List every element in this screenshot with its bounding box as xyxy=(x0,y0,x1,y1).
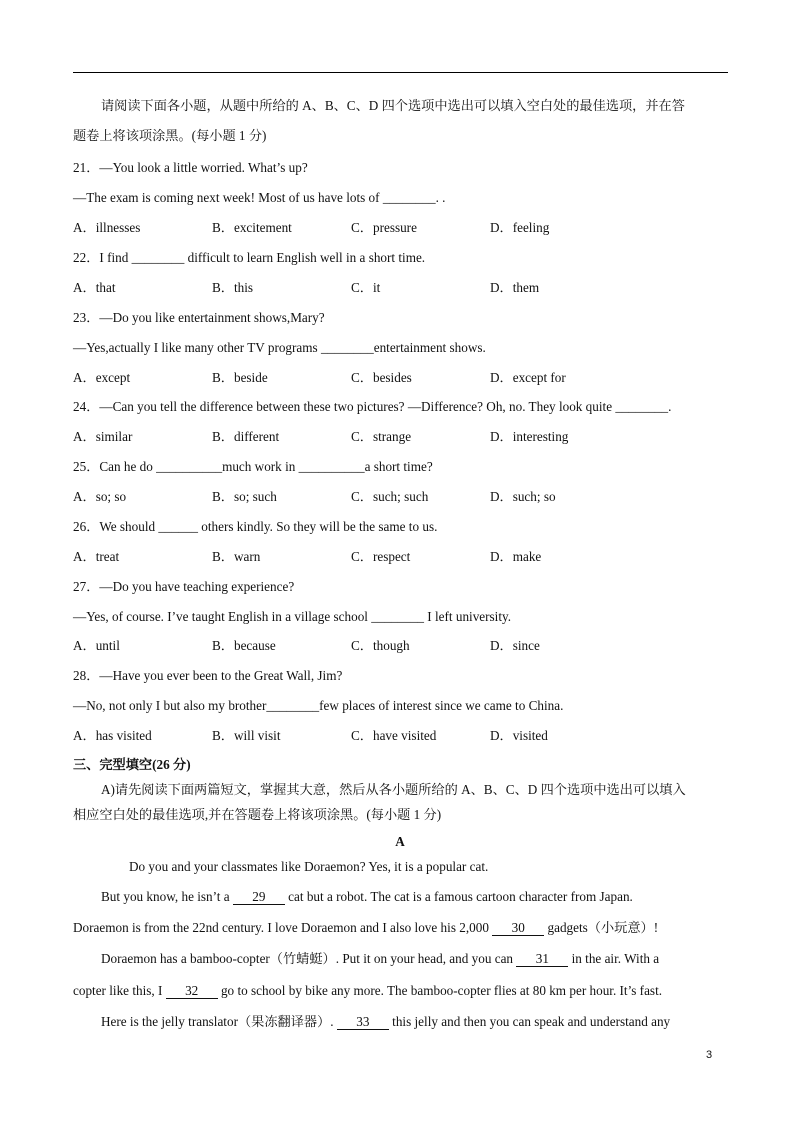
question-28-option-b[interactable]: B．will visit xyxy=(212,728,281,743)
question-28-option-d[interactable]: D．visited xyxy=(490,728,548,743)
blank-30[interactable]: 30 xyxy=(492,921,544,936)
passage-line-5: copter like this, I 32 go to school by bike any more. The bamboo-copter flies at 80 km per hour. It’s fast. xyxy=(73,983,663,998)
question-23-option-b[interactable]: B．beside xyxy=(212,370,268,385)
passage-title: A xyxy=(395,834,405,849)
question-21-option-d[interactable]: D．feeling xyxy=(490,220,550,235)
question-28-answer-line: —No, not only I but also my brother________few places of interest since we came to China. xyxy=(73,698,564,713)
question-27-answer-line: —Yes, of course. I’ve taught English in a village school ________ I left university. xyxy=(73,609,512,624)
question-28-option-a[interactable]: A．has visited xyxy=(73,728,152,743)
question-25-option-b[interactable]: B．so; such xyxy=(212,489,277,504)
question-26-option-d[interactable]: D．make xyxy=(490,549,542,564)
question-26-option-b[interactable]: B．warn xyxy=(212,549,261,564)
question-24-option-b[interactable]: B．different xyxy=(212,429,280,444)
question-23-option-c[interactable]: C．besides xyxy=(351,370,412,385)
section-3-intro-line-1: A)请先阅读下面两篇短文，掌握其大意，然后从各小题所给的 A、B、C、D 四个选项中选出可以填入 xyxy=(101,782,686,797)
question-27-option-d[interactable]: D．since xyxy=(490,638,540,653)
passage-line-4: Doraemon has a bamboo-copter（竹蜻蜓）. Put it on your head, and you can 31 in the air. With a xyxy=(101,951,660,966)
question-27-option-a[interactable]: A．until xyxy=(73,638,120,653)
header-rule xyxy=(73,72,728,73)
page-number: 3 xyxy=(706,1049,713,1061)
question-22-stem: 22．I find ________ difficult to learn English well in a short time. xyxy=(73,250,426,265)
question-21-option-b[interactable]: B．excitement xyxy=(212,220,292,235)
question-28-stem: 28．—Have you ever been to the Great Wall, Jim? xyxy=(73,668,343,683)
section-3-intro-line-2: 相应空白处的最佳选项,并在答题卷上将该项涂黑。(每小题 1 分) xyxy=(73,807,442,822)
question-28-option-c[interactable]: C．have visited xyxy=(351,728,437,743)
question-23-answer-line: —Yes,actually I like many other TV programs ________entertainment shows. xyxy=(73,340,486,355)
blank-31[interactable]: 31 xyxy=(516,952,568,967)
question-21-stem: 21．—You look a little worried. What’s up? xyxy=(73,160,308,175)
passage-line-1: Do you and your classmates like Doraemon? Yes, it is a popular cat. xyxy=(129,859,489,874)
question-21-answer-line: —The exam is coming next week! Most of us have lots of ________. . xyxy=(73,190,446,205)
question-24-stem: 24．—Can you tell the difference between these two pictures? —Difference? Oh, no. They look quite ________. xyxy=(73,399,672,414)
passage-line-3: Doraemon is from the 22nd century. I love Doraemon and I also love his 2,000 30 gadgets（小玩意）! xyxy=(73,920,659,935)
question-21-option-c[interactable]: C．pressure xyxy=(351,220,417,235)
blank-29[interactable]: 29 xyxy=(233,890,285,905)
question-26-stem: 26．We should ______ others kindly. So they will be the same to us. xyxy=(73,519,438,534)
question-23-stem: 23．—Do you like entertainment shows,Mary? xyxy=(73,310,325,325)
question-23-option-d[interactable]: D．except for xyxy=(490,370,566,385)
question-25-option-a[interactable]: A．so; so xyxy=(73,489,127,504)
section-3-heading: 三、完型填空(26 分) xyxy=(73,757,191,772)
question-25-stem: 25．Can he do __________much work in __________a short time? xyxy=(73,459,433,474)
question-24-option-c[interactable]: C．strange xyxy=(351,429,412,444)
question-27-option-c[interactable]: C．though xyxy=(351,638,410,653)
question-22-option-c[interactable]: C．it xyxy=(351,280,381,295)
question-24-option-d[interactable]: D．interesting xyxy=(490,429,569,444)
question-21-option-a[interactable]: A．illnesses xyxy=(73,220,141,235)
question-22-option-d[interactable]: D．them xyxy=(490,280,540,295)
passage-line-6: Here is the jelly translator（果冻翻译器）. 33 this jelly and then you can speak and understand any xyxy=(101,1014,671,1029)
question-24-option-a[interactable]: A．similar xyxy=(73,429,133,444)
blank-33[interactable]: 33 xyxy=(337,1015,389,1030)
question-22-option-a[interactable]: A．that xyxy=(73,280,116,295)
question-27-option-b[interactable]: B．because xyxy=(212,638,276,653)
question-26-option-c[interactable]: C．respect xyxy=(351,549,411,564)
question-26-option-a[interactable]: A．treat xyxy=(73,549,120,564)
instructions-line-1: 请阅读下面各小题，从题中所给的 A、B、C、D 四个选项中选出可以填入空白处的最佳选项，并在答 xyxy=(101,98,685,113)
question-27-stem: 27．—Do you have teaching experience? xyxy=(73,579,295,594)
blank-32[interactable]: 32 xyxy=(166,984,218,999)
instructions-line-2: 题卷上将该项涂黑。(每小题 1 分) xyxy=(73,128,267,143)
question-22-option-b[interactable]: B．this xyxy=(212,280,254,295)
question-23-option-a[interactable]: A．except xyxy=(73,370,131,385)
passage-line-2: But you know, he isn’t a 29 cat but a robot. The cat is a famous cartoon character from Japan. xyxy=(101,889,633,904)
question-25-option-c[interactable]: C．such; such xyxy=(351,489,429,504)
question-25-option-d[interactable]: D．such; so xyxy=(490,489,556,504)
